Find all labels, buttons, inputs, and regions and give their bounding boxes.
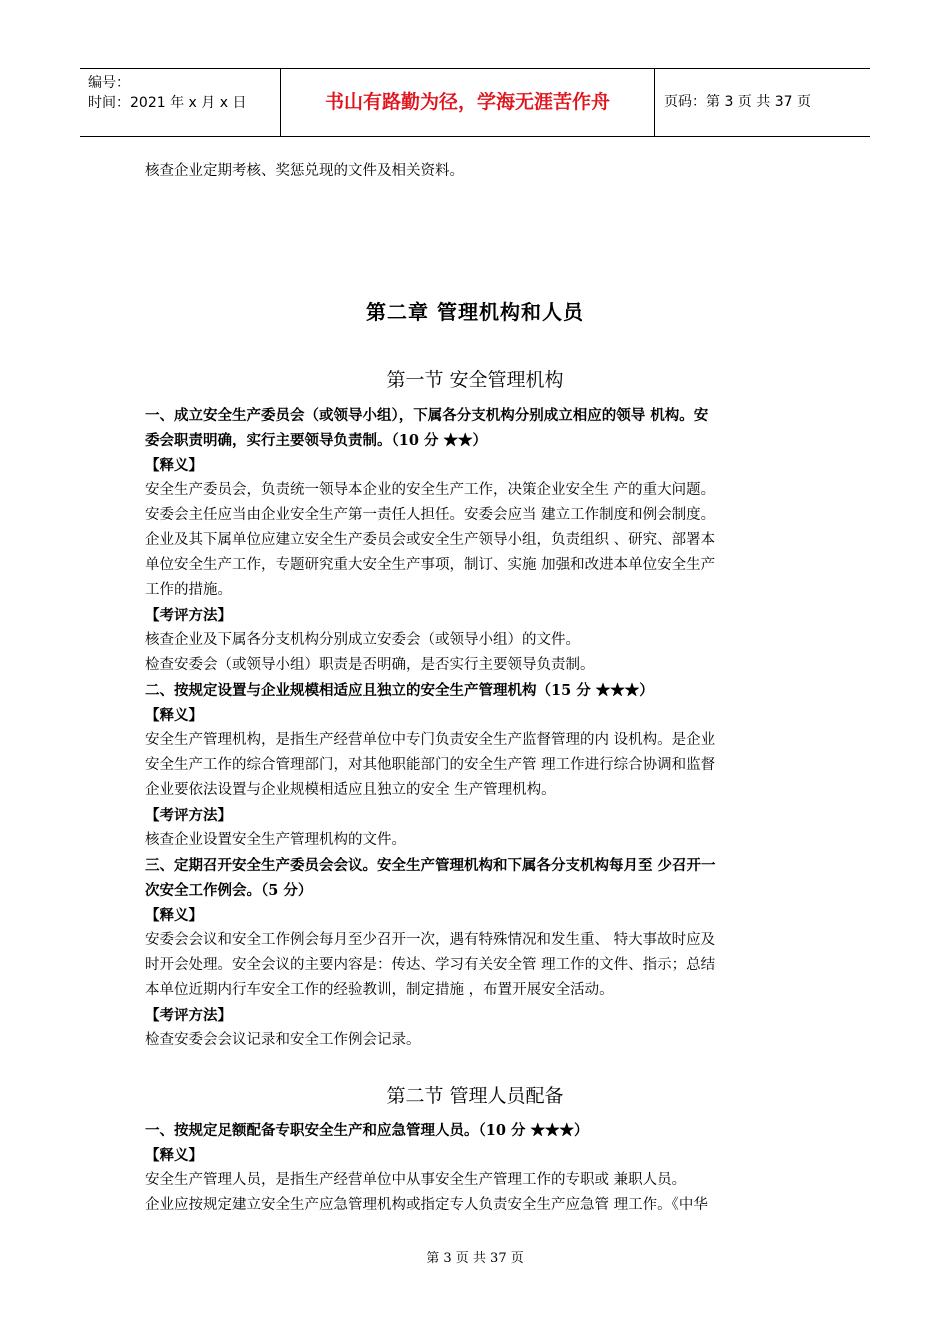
header-meta-cell xyxy=(80,69,281,136)
item3-explain-line: 本单位近期内行车安全工作的经验教训，制定措施 ，布置开展安全活动。 xyxy=(145,982,614,998)
item3-explain-line: 时开会处理。安全会议的主要内容是：传达、学习有关安全管 理工作的文件、指示；总结 xyxy=(145,957,716,973)
section1-title: 第一节 安全管理机构 xyxy=(386,369,564,391)
item1-method-line: 核查企业及下属各分支机构分别成立安委会（或领导小组）的文件。 xyxy=(145,632,580,648)
intro-line: 核查企业定期考核、奖惩兑现的文件及相关资料。 xyxy=(145,163,464,179)
item1-explain-line: 安委会主任应当由企业安全生产第一责任人担任。安委会应当 建立工作制度和例会制度。 xyxy=(145,507,716,523)
section2-body xyxy=(145,1118,810,1218)
document-date-label: 时间：2021 年 x 月 x 日 xyxy=(88,95,247,111)
item1-explain-label: 【释义】 xyxy=(145,457,203,474)
page-footer: 第 3 页 共 37 页 xyxy=(426,1251,524,1266)
s2-item1-explain-label: 【释义】 xyxy=(145,1147,203,1164)
item1-explain-line: 企业及其下属单位应建立安全生产委员会或安全生产领导小组，负责组织 、研究、部署本 xyxy=(145,532,716,548)
intro-paragraph xyxy=(145,159,810,184)
item3-method-line: 检查安委会会议记录和安全工作例会记录。 xyxy=(145,1032,421,1048)
item2-heading-line: 二、按规定设置与企业规模相适应且独立的安全生产管理机构（15 分 ★★★） xyxy=(145,682,654,699)
page-header xyxy=(80,68,870,137)
item3-heading-line: 次安全工作例会。（5 分） xyxy=(145,882,313,899)
s2-item1-explain-line: 企业应按规定建立安全生产应急管理机构或指定专人负责安全生产应急管 理工作。《中华 xyxy=(145,1197,708,1213)
section2-title: 第二节 管理人员配备 xyxy=(386,1085,564,1107)
s2-item1-explain-line: 安全生产管理人员，是指生产经营单位中从事安全生产管理工作的专职或 兼职人员。 xyxy=(145,1172,687,1188)
item1-explain-line: 安全生产委员会，负责统一领导本企业的安全生产工作，决策企业安全生 产的重大问题。 xyxy=(145,482,716,498)
item1-explain-line: 单位安全生产工作，专题研究重大安全生产事项，制订、实施 加强和改进本单位安全生产 xyxy=(145,557,716,573)
item2-method-label: 【考评方法】 xyxy=(145,807,232,824)
item1-method-line: 检查安委会（或领导小组）职责是否明确，是否实行主要领导负责制。 xyxy=(145,657,595,673)
s2-item1-heading-line: 一、按规定足额配备专职安全生产和应急管理人员。（10 分 ★★★） xyxy=(145,1122,589,1139)
header-page-info: 页码：第 3 页 共 37 页 xyxy=(664,94,811,110)
chapter-title: 第二章 管理机构和人员 xyxy=(366,300,584,324)
item2-explain-line: 安全生产管理机构，是指生产经营单位中专门负责安全生产监督管理的内 设机构。是企业 xyxy=(145,732,716,748)
item3-heading-line: 三、定期召开安全生产委员会会议。安全生产管理机构和下属各分支机构每月至 少召开一 xyxy=(145,857,716,874)
item3-explain-line: 安委会会议和安全工作例会每月至少召开一次，遇有特殊情况和发生重、 特大事故时应及 xyxy=(145,932,716,948)
item3-method-label: 【考评方法】 xyxy=(145,1007,232,1024)
item2-explain-line: 安全生产工作的综合管理部门，对其他职能部门的安全生产管 理工作进行综合协调和监督 xyxy=(145,757,716,773)
item1-heading-line: 一、成立安全生产委员会（或领导小组），下属各分支机构分别成立相应的领导 机构。安 xyxy=(145,407,709,424)
item2-explain-line: 企业要依法设置与企业规模相适应且独立的安全 生产管理机构。 xyxy=(145,782,556,798)
item1-heading-line: 委会职责明确，实行主要领导负责制。（10 分 ★★） xyxy=(145,432,488,449)
item2-explain-label: 【释义】 xyxy=(145,707,203,724)
item1-explain-line: 工作的措施。 xyxy=(145,582,232,598)
header-motto: 书山有路勤为径，学海无涯苦作舟 xyxy=(281,69,655,136)
item3-explain-label: 【释义】 xyxy=(145,907,203,924)
item2-method-line: 核查企业设置安全生产管理机构的文件。 xyxy=(145,832,406,848)
item1-method-label: 【考评方法】 xyxy=(145,607,232,624)
document-number-label: 编号： xyxy=(88,75,130,91)
section1-body xyxy=(145,403,810,1053)
